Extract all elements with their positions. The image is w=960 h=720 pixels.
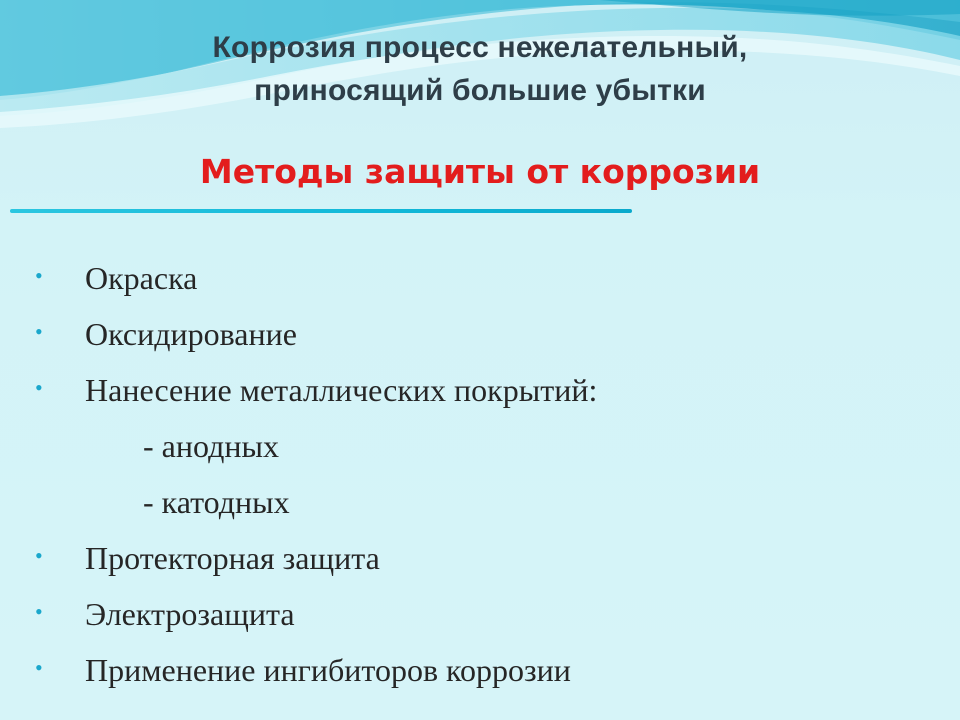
list-item-8 (0, 642, 960, 698)
divider-line (10, 209, 632, 213)
title-line-1: Коррозия процесс нежелательный, (212, 31, 748, 64)
slide-subtitle: Методы защиты от коррозии (199, 152, 761, 191)
list-item-text: Нанесение металлических покрытий: (85, 372, 598, 408)
list-item-text: Применение ингибиторов коррозии (85, 652, 571, 688)
list-item-text: - катодных (143, 484, 290, 520)
bullet-icon: • (35, 263, 43, 288)
list-item-3 (0, 362, 960, 418)
list-subitem-cathodic (0, 474, 960, 530)
list-item-6 (0, 530, 960, 586)
bullet-icon: • (35, 599, 43, 624)
list-item-text: Оксидирование (85, 316, 297, 352)
bullet-icon: • (35, 319, 43, 344)
list-item-2 (0, 306, 960, 362)
list-item-7 (0, 586, 960, 642)
list-item-text: Электрозащита (85, 596, 295, 632)
list-item-1 (0, 250, 960, 306)
bullet-icon: • (35, 655, 43, 680)
bullet-icon: • (35, 543, 43, 568)
list-item-text: Окраска (85, 260, 198, 296)
list-item-text: - анодных (143, 428, 279, 464)
list-subitem-anodic (0, 418, 960, 474)
list-item-text: Протекторная защита (85, 540, 380, 576)
slide-title (100, 26, 860, 112)
bullet-icon: • (35, 375, 43, 400)
title-line-2: приносящий большие убытки (254, 74, 706, 107)
